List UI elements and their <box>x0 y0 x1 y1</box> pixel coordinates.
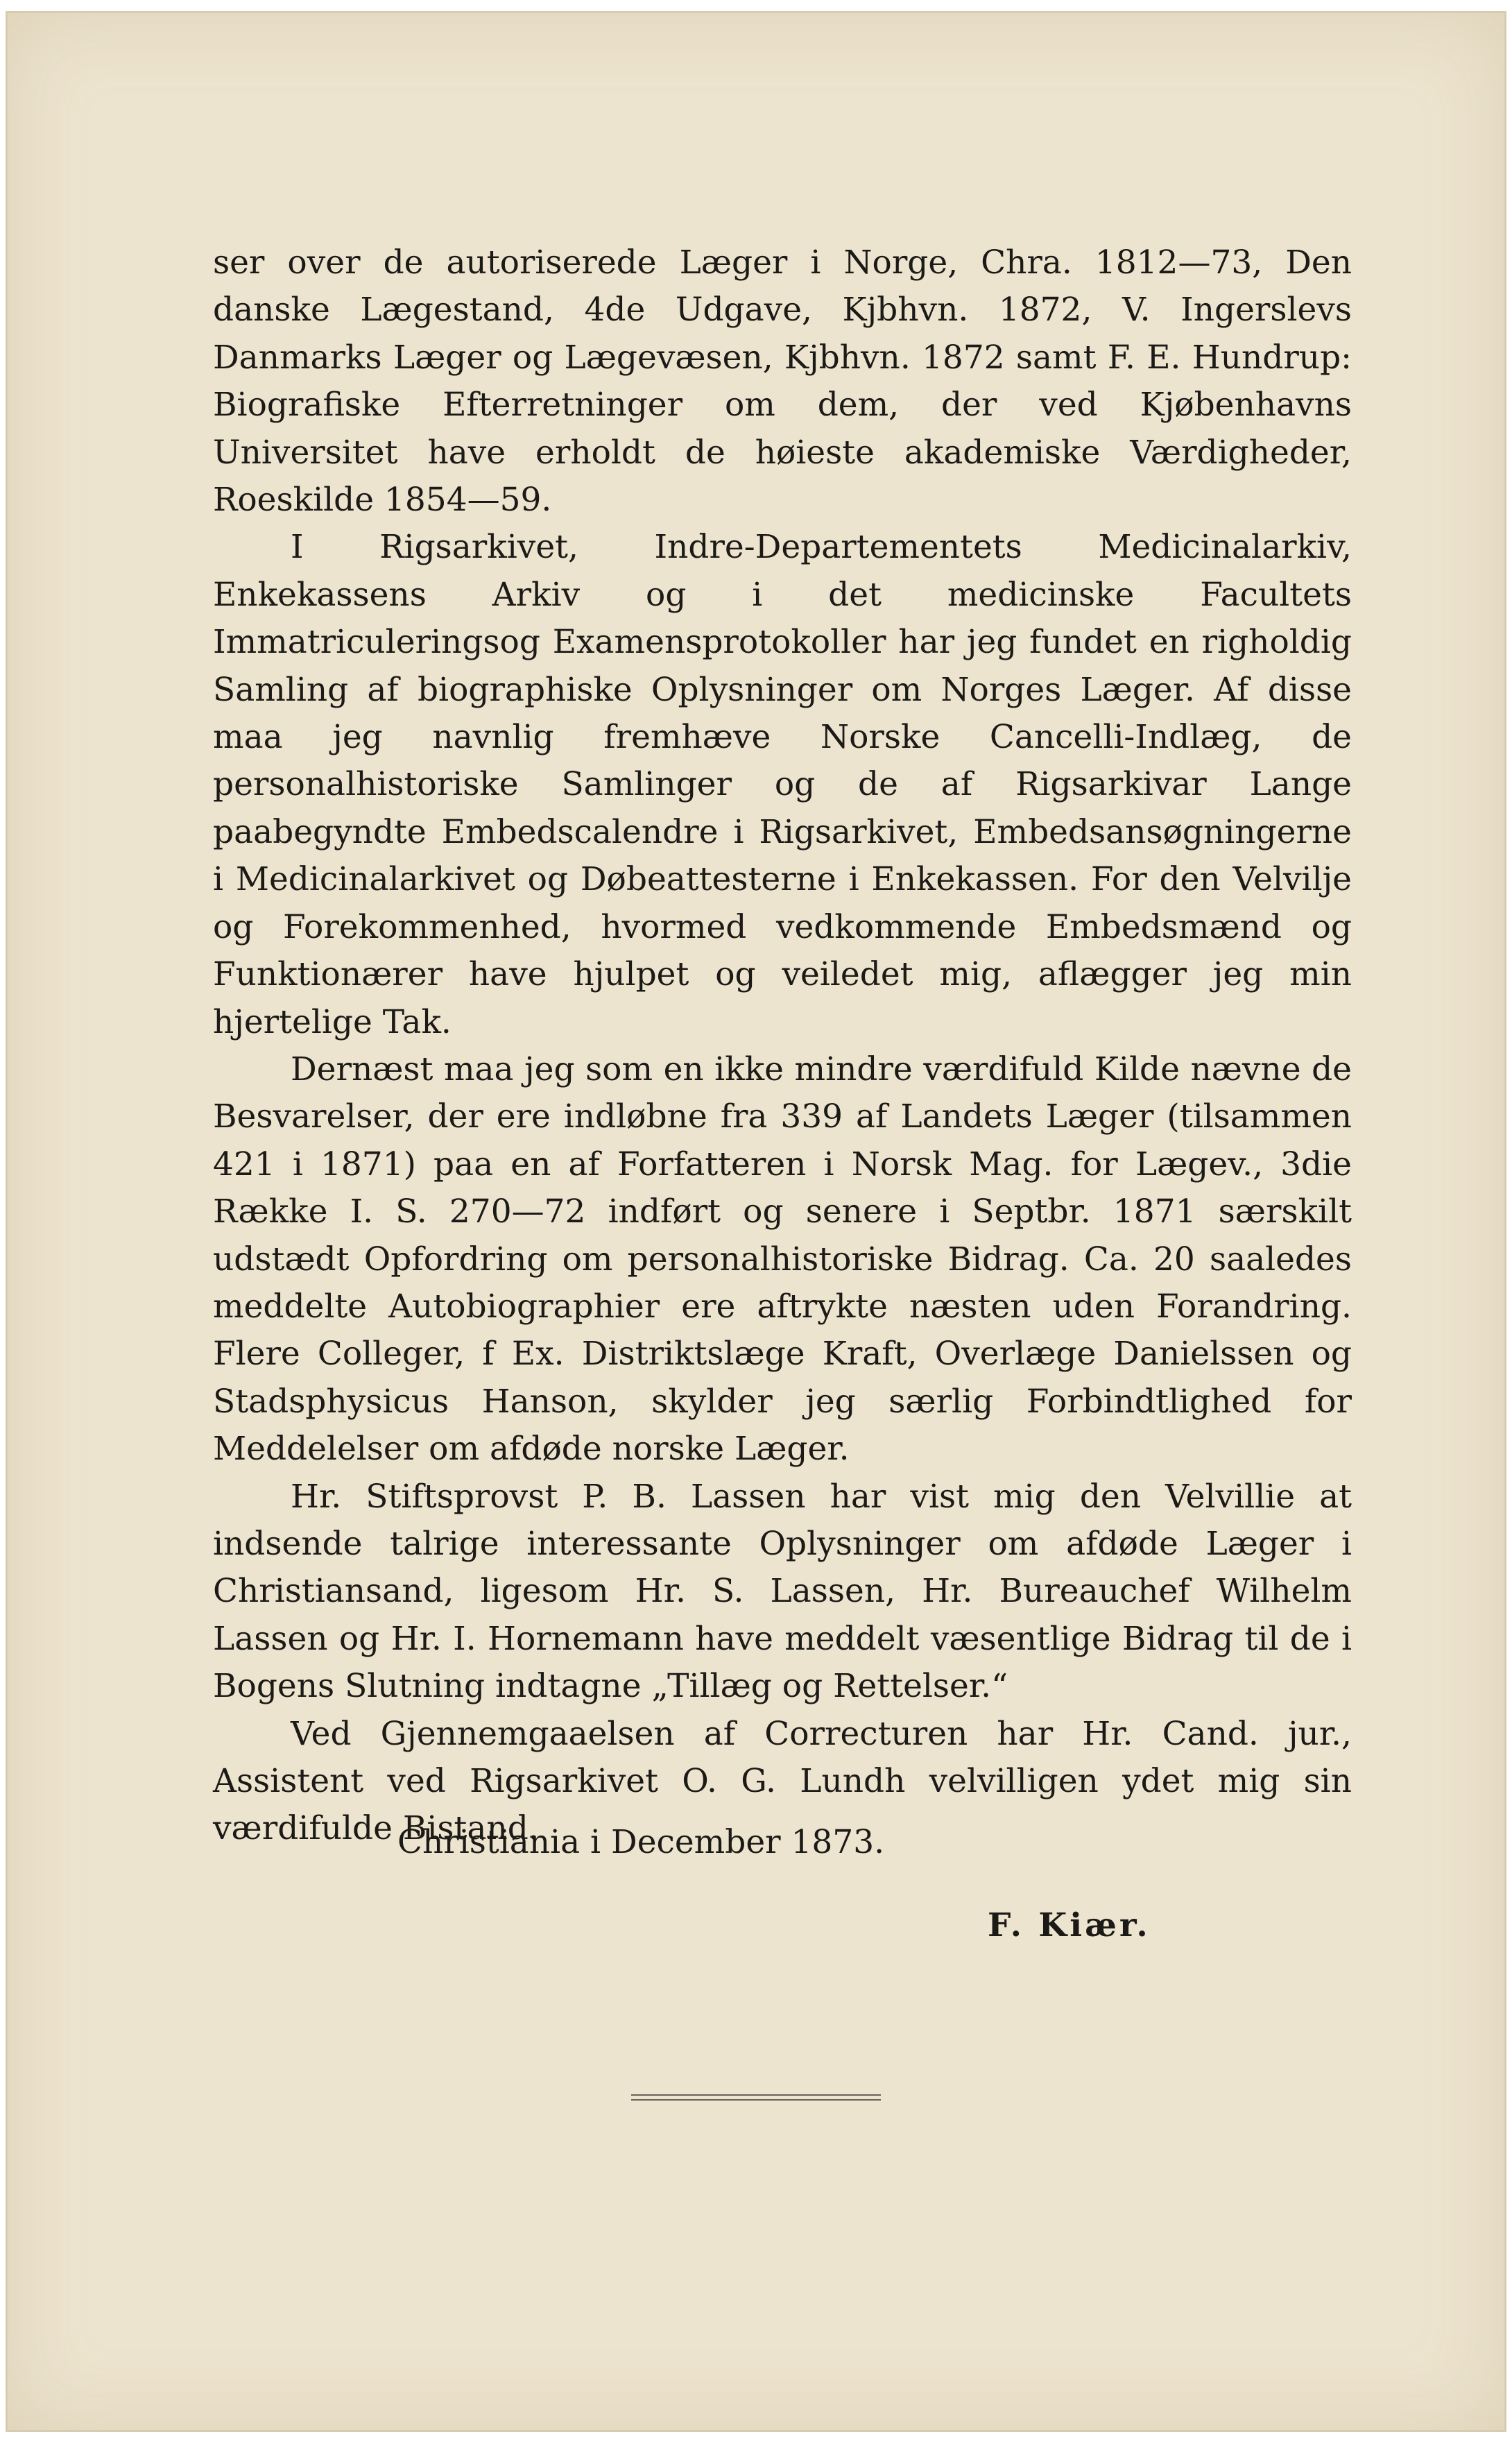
end-rule <box>631 2094 881 2101</box>
signature: F. Kiær. <box>988 1906 1151 1944</box>
paragraph: ser over de autoriserede Læger i Norge, Chra. 1812—73, Den danske Lægestand, 4de Udgave, Kjbhvn. 1872, V. Ingerslevs Danmarks Læger og Lægevæsen, Kjbhvn. 1872 samt F. E. Hundrup: Biografiske Efterretninger om dem, der ved Kjøbenhavns Universitet have erholdt de høieste akademiske Værdigheder, Roeskilde 1854—59. <box>213 243 1352 520</box>
page <box>6 11 1506 2432</box>
paragraph: Hr. Stiftsprovst P. B. Lassen har vist mig den Velvillie at indsende talrige interessante Oplysninger om afdøde Læger i Christiansand, ligesom Hr. S. Lassen, Hr. Bureauchef Wilhelm Lassen og Hr. I. Hornemann have meddelt væsentlige Bidrag til de i Bogens Slutning indtagne „Tillæg og Rettelser.“ <box>213 1477 1352 1706</box>
paragraph: Ved Gjennemgaaelsen af Correcturen har Hr. Cand. jur., Assistent ved Rigsarkivet O. G. Lundh velvilligen ydet mig sin værdifulde Bistand. <box>213 1714 1352 1848</box>
paragraph: Dernæst maa jeg som en ikke mindre værdifuld Kilde nævne de Besvarelser, der ere indløbne fra 339 af Landets Læger (tilsammen 421 i 1871) paa en af Forfatteren i Norsk Mag. for Lægev., 3die Række I. S. 270—72 indført og senere i Septbr. 1871 særskilt udstædt Opfordring om personalhistoriske Bidrag. Ca. 20 saaledes meddelte Autobiographier ere aftrykte næsten uden Forandring. Flere Colleger, f Ex. Distriktslæge Kraft, Overlæge Danielssen og Stadsphysicus Hanson, skylder jeg særlig Forbindtlighed for Meddelelser om afdøde norske Læger. <box>213 1050 1352 1469</box>
body-text <box>213 239 1352 1853</box>
paragraph: I Rigsarkivet, Indre-Departementets Medicinalarkiv, Enkekassens Arkiv og i det medicinske Facultets Immatriculeringsog Examensprotokoller har jeg fundet en righoldig Samling af biographiske Oplysninger om Norges Læger. Af disse maa jeg navnlig fremhæve Norske Cancelli-Indlæg, de personalhistoriske Samlinger og de af Rigsarkivar Lange paabegyndte Embedscalendre i Rigsarkivet, Embedsansøgningerne i Medicinalarkivet og Døbeattesterne i Enkekassen. For den Velvilje og Forekommenhed, hvormed vedkommende Embedsmænd og Funktionærer have hjulpet og veiledet mig, aflægger jeg min hjertelige Tak. <box>213 528 1352 1041</box>
place-date: Christiania i December 1873. <box>397 1823 885 1861</box>
